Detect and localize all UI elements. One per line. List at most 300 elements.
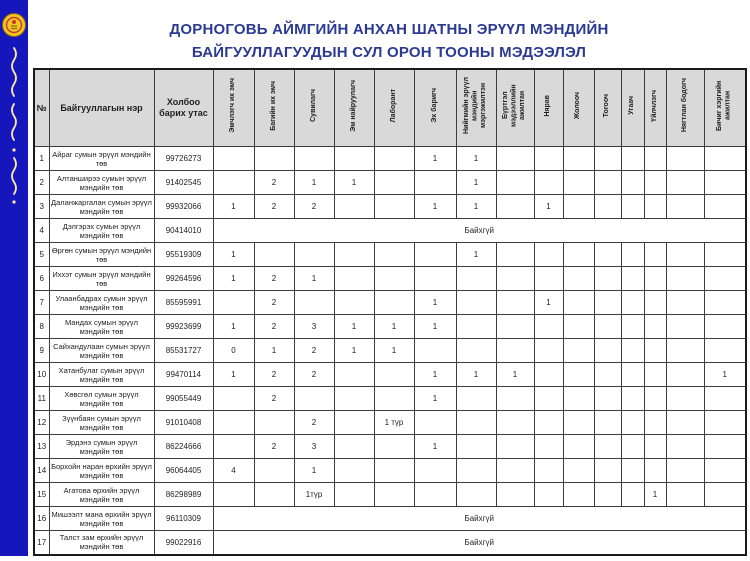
vacancy-count-cell bbox=[666, 459, 704, 483]
phone-cell: 86224666 bbox=[154, 435, 213, 459]
vacancy-count-cell bbox=[374, 363, 414, 387]
org-name-cell: Зүүнбаян сумын эрүүл мэндийн төв bbox=[49, 411, 154, 435]
vacancy-count-cell bbox=[621, 363, 644, 387]
phone-cell: 99932066 bbox=[154, 195, 213, 219]
vacancy-count-cell bbox=[594, 243, 621, 267]
vacancy-count-cell bbox=[666, 435, 704, 459]
vacancy-count-cell bbox=[621, 243, 644, 267]
vacancy-count-cell: 1 bbox=[414, 147, 456, 171]
staff-column-label: Бүртгэл мэдээллийн ажилтан bbox=[502, 84, 527, 127]
vacancy-count-cell bbox=[594, 387, 621, 411]
row-number-cell: 5 bbox=[34, 243, 49, 267]
phone-cell: 91402545 bbox=[154, 171, 213, 195]
column-header-staff-9 bbox=[534, 69, 563, 147]
vacancy-count-cell: 1 bbox=[374, 339, 414, 363]
vacancy-count-cell bbox=[621, 267, 644, 291]
vacancy-count-cell bbox=[534, 315, 563, 339]
row-number-cell: 16 bbox=[34, 507, 49, 531]
phone-cell: 99055449 bbox=[154, 387, 213, 411]
column-header-staff-8 bbox=[496, 69, 534, 147]
vacancy-count-cell bbox=[621, 195, 644, 219]
vacancy-count-cell bbox=[534, 459, 563, 483]
table-row bbox=[34, 171, 746, 195]
staff-column-label: Багийн их эмч bbox=[269, 80, 277, 131]
column-header-org-name: Байгууллагын нэр bbox=[49, 69, 154, 147]
table-row bbox=[34, 363, 746, 387]
vacancy-count-cell: 1 bbox=[414, 195, 456, 219]
vacancy-count-cell: 2 bbox=[254, 435, 294, 459]
vacancy-count-cell bbox=[704, 339, 746, 363]
vacancy-count-cell bbox=[414, 267, 456, 291]
vacancy-count-cell bbox=[644, 147, 666, 171]
vacancy-count-cell bbox=[213, 147, 254, 171]
vacancy-count-cell bbox=[334, 483, 374, 507]
org-name-cell: Агатова өрхийн эрүүл мэндийн төв bbox=[49, 483, 154, 507]
vacancy-count-cell bbox=[534, 483, 563, 507]
phone-cell: 91010408 bbox=[154, 411, 213, 435]
vacancy-count-cell bbox=[644, 267, 666, 291]
vacancy-count-cell bbox=[254, 459, 294, 483]
vacancy-count-cell bbox=[496, 435, 534, 459]
phone-cell: 99022916 bbox=[154, 531, 213, 555]
vacancy-count-cell bbox=[374, 459, 414, 483]
vacancy-count-cell bbox=[294, 291, 334, 315]
vacancy-count-cell bbox=[456, 435, 496, 459]
vacancy-count-cell bbox=[456, 483, 496, 507]
vacancy-count-cell: 1 bbox=[414, 291, 456, 315]
vacancy-count-cell bbox=[704, 147, 746, 171]
vacancy-table bbox=[33, 68, 747, 556]
staff-column-label: Эм найруулагч bbox=[349, 79, 357, 132]
vacancy-count-cell bbox=[534, 243, 563, 267]
vacancy-count-cell bbox=[704, 267, 746, 291]
vacancy-count-cell bbox=[374, 483, 414, 507]
org-name-cell: Улаанбадрах сумын эрүүл мэндийн төв bbox=[49, 291, 154, 315]
vacancy-count-cell bbox=[456, 411, 496, 435]
vacancy-count-cell bbox=[534, 363, 563, 387]
vacancy-count-cell: 1 bbox=[374, 315, 414, 339]
vacancy-count-cell bbox=[644, 315, 666, 339]
vacancy-count-cell bbox=[666, 171, 704, 195]
mongolian-script-icon bbox=[12, 48, 16, 204]
table-row bbox=[34, 195, 746, 219]
page-title bbox=[28, 18, 750, 64]
column-header-staff-1 bbox=[213, 69, 254, 147]
row-number-cell: 1 bbox=[34, 147, 49, 171]
org-name-cell: Айраг сумын эрүүл мэндийн төв bbox=[49, 147, 154, 171]
vacancy-count-cell bbox=[334, 411, 374, 435]
vacancy-count-cell bbox=[666, 243, 704, 267]
vacancy-count-cell bbox=[213, 171, 254, 195]
vacancy-count-cell bbox=[534, 411, 563, 435]
vacancy-count-cell bbox=[594, 459, 621, 483]
vacancy-count-cell bbox=[414, 243, 456, 267]
vacancy-count-cell bbox=[666, 339, 704, 363]
vacancy-count-cell bbox=[374, 435, 414, 459]
vacancy-count-cell bbox=[374, 195, 414, 219]
vacancy-count-cell bbox=[621, 459, 644, 483]
vacancy-count-cell bbox=[563, 459, 594, 483]
vacancy-count-cell: 2 bbox=[294, 339, 334, 363]
vacancy-count-cell bbox=[414, 411, 456, 435]
vacancy-count-cell bbox=[334, 363, 374, 387]
vacancy-count-cell bbox=[644, 411, 666, 435]
vacancy-count-cell: 1 bbox=[414, 315, 456, 339]
vacancy-count-cell bbox=[621, 387, 644, 411]
vacancy-count-cell bbox=[594, 339, 621, 363]
vacancy-count-cell bbox=[621, 483, 644, 507]
row-number-cell: 12 bbox=[34, 411, 49, 435]
row-number-cell: 14 bbox=[34, 459, 49, 483]
column-header-staff-15 bbox=[704, 69, 746, 147]
vacancy-count-cell bbox=[563, 483, 594, 507]
vacancy-count-cell bbox=[621, 315, 644, 339]
vacancy-count-cell bbox=[594, 315, 621, 339]
vacancy-count-cell bbox=[621, 411, 644, 435]
phone-cell: 99264596 bbox=[154, 267, 213, 291]
column-header-staff-7 bbox=[456, 69, 496, 147]
vacancy-count-cell bbox=[563, 171, 594, 195]
row-number-cell: 10 bbox=[34, 363, 49, 387]
vacancy-count-cell: 1 bbox=[213, 243, 254, 267]
vacancy-count-cell bbox=[334, 459, 374, 483]
vacancy-count-cell bbox=[334, 435, 374, 459]
no-vacancy-cell: Байхгүй bbox=[213, 507, 746, 531]
vacancy-count-cell bbox=[704, 411, 746, 435]
vacancy-count-cell bbox=[644, 387, 666, 411]
org-name-cell: Мандах сумын эрүүл мэндийн төв bbox=[49, 315, 154, 339]
table-row bbox=[34, 459, 746, 483]
vacancy-count-cell: 2 bbox=[254, 171, 294, 195]
row-number-cell: 4 bbox=[34, 219, 49, 243]
column-header-staff-14 bbox=[666, 69, 704, 147]
vacancy-count-cell: 1 bbox=[496, 363, 534, 387]
vacancy-count-cell bbox=[294, 243, 334, 267]
vacancy-count-cell bbox=[496, 147, 534, 171]
staff-column-label: Угаач bbox=[628, 96, 636, 115]
vacancy-count-cell bbox=[594, 411, 621, 435]
vacancy-count-cell bbox=[563, 315, 594, 339]
vacancy-count-cell bbox=[534, 435, 563, 459]
phone-cell: 85595991 bbox=[154, 291, 213, 315]
vacancy-count-cell bbox=[563, 243, 594, 267]
staff-column-label: Үйлчлэгч bbox=[650, 89, 658, 122]
table-row bbox=[34, 291, 746, 315]
vacancy-count-cell bbox=[334, 267, 374, 291]
column-header-phone: Холбоо барих утас bbox=[154, 69, 213, 147]
row-number-cell: 7 bbox=[34, 291, 49, 315]
vacancy-count-cell bbox=[254, 483, 294, 507]
org-name-cell: Эрдэнэ сумын эрүүл мэндийн төв bbox=[49, 435, 154, 459]
column-header-staff-4 bbox=[334, 69, 374, 147]
column-header-staff-10 bbox=[563, 69, 594, 147]
table-row bbox=[34, 531, 746, 555]
vacancy-count-cell: 1 bbox=[213, 195, 254, 219]
vacancy-count-cell: 1 bbox=[456, 363, 496, 387]
vacancy-count-cell: 1 bbox=[254, 339, 294, 363]
vacancy-count-cell bbox=[594, 363, 621, 387]
column-header-number: № bbox=[34, 69, 49, 147]
vacancy-count-cell bbox=[563, 435, 594, 459]
phone-cell: 86298989 bbox=[154, 483, 213, 507]
vacancy-count-cell: 2 bbox=[254, 267, 294, 291]
no-vacancy-cell: Байхгүй bbox=[213, 531, 746, 555]
vacancy-count-cell bbox=[456, 267, 496, 291]
vacancy-table-body bbox=[34, 147, 746, 555]
vacancy-count-cell: 1 bbox=[294, 171, 334, 195]
vacancy-count-cell bbox=[644, 459, 666, 483]
vacancy-count-cell bbox=[374, 267, 414, 291]
vacancy-count-cell: 3 bbox=[294, 435, 334, 459]
province-banner bbox=[0, 0, 28, 556]
org-name-cell: Даланжаргалан сумын эрүүл мэндийн төв bbox=[49, 195, 154, 219]
emblem-icon bbox=[3, 14, 26, 37]
vacancy-count-cell bbox=[594, 435, 621, 459]
vacancy-count-cell bbox=[456, 291, 496, 315]
org-name-cell: Алтанширээ сумын эрүүл мэндийн төв bbox=[49, 171, 154, 195]
vacancy-count-cell bbox=[213, 411, 254, 435]
vacancy-count-cell: 1 bbox=[534, 291, 563, 315]
vacancy-count-cell bbox=[456, 315, 496, 339]
vacancy-count-cell bbox=[666, 291, 704, 315]
phone-cell: 96064405 bbox=[154, 459, 213, 483]
vacancy-count-cell bbox=[534, 339, 563, 363]
vacancy-count-cell: 2 bbox=[254, 315, 294, 339]
vacancy-count-cell bbox=[563, 363, 594, 387]
column-header-staff-6 bbox=[414, 69, 456, 147]
vacancy-count-cell bbox=[374, 171, 414, 195]
table-header-row bbox=[34, 69, 746, 147]
row-number-cell: 15 bbox=[34, 483, 49, 507]
vacancy-count-cell: 1 bbox=[644, 483, 666, 507]
vacancy-count-cell: 1 bbox=[414, 435, 456, 459]
row-number-cell: 9 bbox=[34, 339, 49, 363]
staff-column-label: Бичиг хэргийн ажилтан bbox=[716, 80, 732, 131]
vacancy-count-cell bbox=[644, 291, 666, 315]
table-row bbox=[34, 435, 746, 459]
no-vacancy-cell: Байхгүй bbox=[213, 219, 746, 243]
vacancy-count-cell: 1 bbox=[294, 459, 334, 483]
vacancy-count-cell: 3 bbox=[294, 315, 334, 339]
table-row bbox=[34, 219, 746, 243]
vacancy-count-cell bbox=[213, 435, 254, 459]
vacancy-count-cell: 2 bbox=[294, 363, 334, 387]
table-row bbox=[34, 267, 746, 291]
row-number-cell: 2 bbox=[34, 171, 49, 195]
vacancy-count-cell bbox=[704, 459, 746, 483]
vacancy-count-cell bbox=[496, 459, 534, 483]
vacancy-count-cell bbox=[704, 195, 746, 219]
table-row bbox=[34, 147, 746, 171]
vacancy-count-cell bbox=[213, 291, 254, 315]
vacancy-count-cell bbox=[644, 339, 666, 363]
table-row bbox=[34, 339, 746, 363]
vacancy-count-cell bbox=[456, 459, 496, 483]
phone-cell: 85531727 bbox=[154, 339, 213, 363]
row-number-cell: 3 bbox=[34, 195, 49, 219]
vacancy-count-cell bbox=[294, 387, 334, 411]
vacancy-count-cell bbox=[456, 387, 496, 411]
vacancy-count-cell bbox=[563, 267, 594, 291]
vacancy-count-cell bbox=[496, 291, 534, 315]
vacancy-count-cell bbox=[374, 387, 414, 411]
vacancy-count-cell bbox=[594, 195, 621, 219]
row-number-cell: 13 bbox=[34, 435, 49, 459]
vacancy-count-cell bbox=[563, 411, 594, 435]
vacancy-count-cell bbox=[414, 339, 456, 363]
vacancy-count-cell bbox=[563, 387, 594, 411]
vacancy-count-cell bbox=[496, 411, 534, 435]
vacancy-count-cell: 1 bbox=[334, 339, 374, 363]
staff-column-label: Нягтлан бодогч bbox=[680, 78, 688, 133]
phone-cell: 99726273 bbox=[154, 147, 213, 171]
column-header-staff-12 bbox=[621, 69, 644, 147]
column-header-staff-2 bbox=[254, 69, 294, 147]
vacancy-count-cell: 2 bbox=[294, 411, 334, 435]
vacancy-count-cell bbox=[334, 243, 374, 267]
vacancy-count-cell bbox=[621, 339, 644, 363]
vacancy-count-cell bbox=[414, 459, 456, 483]
table-row bbox=[34, 387, 746, 411]
row-number-cell: 8 bbox=[34, 315, 49, 339]
column-header-staff-13 bbox=[644, 69, 666, 147]
vacancy-count-cell bbox=[666, 267, 704, 291]
vacancy-count-cell bbox=[594, 483, 621, 507]
vacancy-count-cell: 2 bbox=[254, 291, 294, 315]
vacancy-count-cell bbox=[534, 267, 563, 291]
vacancy-count-cell: 1 bbox=[334, 171, 374, 195]
vacancy-count-cell bbox=[704, 291, 746, 315]
vacancy-count-cell bbox=[621, 147, 644, 171]
staff-column-label: Сувилагч bbox=[309, 89, 317, 122]
vacancy-count-cell bbox=[644, 243, 666, 267]
org-name-cell: Дэлгэрэх сумын эрүүл мэндийн төв bbox=[49, 219, 154, 243]
vacancy-count-cell: 2 bbox=[294, 195, 334, 219]
org-name-cell: Өргөн сумын эрүүл мэндийн төв bbox=[49, 243, 154, 267]
vacancy-count-cell bbox=[496, 315, 534, 339]
vacancy-count-cell bbox=[594, 147, 621, 171]
vacancy-count-cell: 1 bbox=[294, 267, 334, 291]
vacancy-count-cell bbox=[254, 243, 294, 267]
org-name-cell: Сайхандулаан сумын эрүүл мэндийн төв bbox=[49, 339, 154, 363]
phone-cell: 95519309 bbox=[154, 243, 213, 267]
page-title-line2: БАЙГУУЛЛАГУУДЫН СУЛ ОРОН ТООНЫ МЭДЭЭЛЭЛ bbox=[191, 44, 587, 61]
vacancy-count-cell bbox=[374, 147, 414, 171]
table-row bbox=[34, 507, 746, 531]
vacancy-count-cell bbox=[334, 147, 374, 171]
vacancy-count-cell bbox=[666, 387, 704, 411]
vacancy-count-cell bbox=[704, 387, 746, 411]
column-header-staff-11 bbox=[594, 69, 621, 147]
vacancy-count-cell bbox=[496, 171, 534, 195]
page-title-line1: ДОРНОГОВЬ АЙМГИЙН АНХАН ШАТНЫ ЭРҮҮЛ МЭНДИЙН bbox=[169, 21, 609, 38]
vacancy-count-cell: 1 bbox=[534, 195, 563, 219]
vacancy-count-cell: 1 bbox=[456, 147, 496, 171]
table-row bbox=[34, 243, 746, 267]
phone-cell: 99923699 bbox=[154, 315, 213, 339]
phone-cell: 90414010 bbox=[154, 219, 213, 243]
vacancy-count-cell bbox=[621, 435, 644, 459]
org-name-cell: Хөвсгөл сумын эрүүл мэндийн төв bbox=[49, 387, 154, 411]
vacancy-count-cell bbox=[414, 171, 456, 195]
vacancy-count-cell bbox=[594, 267, 621, 291]
vacancy-count-cell: 2 bbox=[254, 387, 294, 411]
vacancy-count-cell: 1 bbox=[456, 243, 496, 267]
vacancy-count-cell bbox=[496, 267, 534, 291]
vacancy-count-cell bbox=[704, 243, 746, 267]
vacancy-count-cell: 1 bbox=[456, 195, 496, 219]
vacancy-count-cell bbox=[213, 483, 254, 507]
vacancy-count-cell bbox=[666, 147, 704, 171]
org-name-cell: Мишээлт мана өрхийн эрүүл мэндийн төв bbox=[49, 507, 154, 531]
vacancy-count-cell bbox=[704, 483, 746, 507]
row-number-cell: 6 bbox=[34, 267, 49, 291]
vacancy-count-cell: 1 bbox=[414, 387, 456, 411]
table-row bbox=[34, 315, 746, 339]
vacancy-count-cell bbox=[534, 171, 563, 195]
vacancy-count-cell bbox=[374, 243, 414, 267]
vacancy-count-cell: 1 bbox=[213, 315, 254, 339]
row-number-cell: 17 bbox=[34, 531, 49, 555]
vacancy-count-cell bbox=[534, 387, 563, 411]
org-name-cell: Талст зам өрхийн эрүүл мэндийн төв bbox=[49, 531, 154, 555]
vacancy-count-cell bbox=[704, 435, 746, 459]
vacancy-count-cell bbox=[621, 291, 644, 315]
org-name-cell: Хатанбулаг сумын эрүүл мэндийн төв bbox=[49, 363, 154, 387]
vacancy-count-cell bbox=[563, 147, 594, 171]
column-header-staff-3 bbox=[294, 69, 334, 147]
vacancy-count-cell bbox=[563, 291, 594, 315]
vacancy-count-cell bbox=[666, 411, 704, 435]
vacancy-count-cell bbox=[456, 339, 496, 363]
staff-column-label: Тогооч bbox=[603, 93, 611, 118]
vacancy-count-cell bbox=[254, 147, 294, 171]
vacancy-count-cell bbox=[334, 291, 374, 315]
vacancy-count-cell: 1 bbox=[414, 363, 456, 387]
vacancy-count-cell bbox=[666, 363, 704, 387]
staff-column-label: Нийгмийн эрүүл мэндийн мэргэжилтэн bbox=[463, 77, 488, 134]
vacancy-count-cell bbox=[666, 195, 704, 219]
vacancy-count-cell bbox=[704, 171, 746, 195]
vacancy-count-cell: 4 bbox=[213, 459, 254, 483]
vacancy-count-cell bbox=[496, 387, 534, 411]
vacancy-count-cell bbox=[414, 483, 456, 507]
vacancy-count-cell bbox=[534, 147, 563, 171]
vacancy-count-cell bbox=[594, 171, 621, 195]
vacancy-count-cell bbox=[496, 339, 534, 363]
vacancy-count-cell bbox=[644, 195, 666, 219]
vacancy-count-cell bbox=[496, 483, 534, 507]
vacancy-count-cell bbox=[644, 435, 666, 459]
vacancy-count-cell: 1 bbox=[704, 363, 746, 387]
vacancy-count-cell: 2 bbox=[254, 363, 294, 387]
vacancy-count-cell: 2 bbox=[254, 195, 294, 219]
table-row bbox=[34, 483, 746, 507]
vacancy-count-cell: 1 bbox=[213, 363, 254, 387]
vacancy-count-cell bbox=[496, 243, 534, 267]
vacancy-count-cell bbox=[254, 411, 294, 435]
vacancy-count-cell bbox=[334, 387, 374, 411]
banner-graphic bbox=[0, 0, 28, 556]
vacancy-count-cell bbox=[666, 483, 704, 507]
staff-column-label: Нярав bbox=[544, 94, 552, 117]
vacancy-count-cell bbox=[294, 147, 334, 171]
vacancy-count-cell: 1 bbox=[456, 171, 496, 195]
vacancy-count-cell bbox=[563, 339, 594, 363]
vacancy-count-cell: 1 bbox=[213, 267, 254, 291]
table-row bbox=[34, 411, 746, 435]
vacancy-count-cell bbox=[666, 315, 704, 339]
